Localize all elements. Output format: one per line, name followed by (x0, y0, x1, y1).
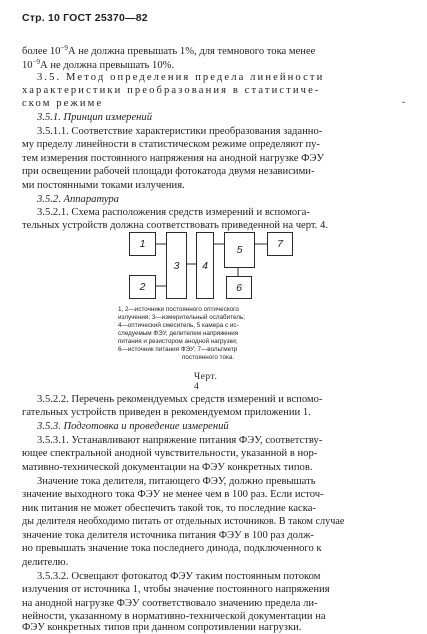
superscript: −9 (60, 44, 68, 52)
paragraph-line: ник питания не может обеспечить такой ток, то последние каска- (22, 503, 316, 514)
diagram-caption-line: питания и резистором анодной нагрузки; (118, 338, 238, 345)
block-mixer-4: 4 (196, 232, 214, 299)
paragraph-line: 3.5.3.2. Освещают фотокатод ФЭУ таким постоянным потоком (37, 571, 321, 582)
block-attenuator-3: 3 (166, 232, 187, 299)
paragraph-line: тельных устройств должна соответствовать приведенной на черт. 4. (22, 220, 328, 231)
diagram-caption-line: постоянного тока. (182, 354, 235, 361)
paragraph-line: 3.5.2.1. Схема расположения средств измерений и вспомога- (37, 207, 310, 218)
section-heading: 3.5. Метод определения предела линейности (37, 72, 325, 83)
section-heading: ском режиме (22, 98, 104, 109)
subsection-heading: 3.5.3. Подготовка и проведение измерений (37, 421, 229, 432)
diagram-caption-line: 6—источник питания ФЭУ; 7—вольтметр (118, 346, 238, 353)
paragraph-line: при освещении рабочей площади фотокатода двумя независими- (22, 166, 315, 177)
text-run: 10 (22, 60, 33, 71)
paragraph-line: 3.5.1.1. Соответствие характеристики преобразования заданно- (37, 126, 323, 137)
paragraph-line: нейности, указанному в нормативно-технической документации на (22, 611, 326, 622)
paragraph-line: делителю. (22, 557, 69, 568)
block-chamber-5: 5 (224, 232, 255, 268)
paragraph-line: значение выходного тока ФЭУ не менее чем в 100 раз. Если источ- (22, 489, 324, 500)
paragraph-line: мативно-технической документации на ФЭУ конкретных типов. (22, 462, 313, 473)
diagram-caption-line: 4—оптический смеситель, 5 камера с ис- (118, 322, 239, 329)
paragraph-line: 3.5.3.1. Устанавливают напряжение питания ФЭУ, соответству- (37, 435, 323, 446)
diagram-caption-line: 1, 2—источники постоянного оптического (118, 306, 239, 313)
paragraph-line: но превышать значение тока последнего динода, подключенного к (22, 543, 322, 554)
paragraph-line: значение тока делителя источника питания ФЭУ в 100 раз долж- (22, 530, 314, 541)
paragraph-line: на анодной нагрузке ФЭУ соответствовало значению предела ли- (22, 598, 318, 609)
paragraph-line: ми постоянными токами излучения. (22, 180, 185, 191)
block-voltmeter-7: 7 (267, 232, 293, 256)
paragraph-line: ющее спектральной анодной чувствительности, указанной в нор- (22, 448, 318, 459)
paragraph-line: ды делителя необходимо питать от отдельных источников. В таком случае (22, 516, 345, 527)
paragraph-line: Значение тока делителя, питающего ФЭУ, должно превышать (37, 476, 316, 487)
superscript: −9 (32, 58, 41, 66)
paragraph-line: тем измерения постоянного напряжения на анодной нагрузке ФЭУ (22, 153, 325, 164)
diagram-caption-line: следуемым ФЭУ, делителем напряжения (118, 330, 239, 337)
text-run: более 10 (22, 46, 61, 57)
block-power-6: 6 (226, 276, 252, 299)
paragraph-line: гательных устройств приведен в рекомендуемом приложении 1. (22, 407, 311, 418)
paragraph-line: излучения от источника 1, чтобы значение постоянного напряжения (22, 584, 330, 595)
figure-label: Черт. 4 (194, 372, 218, 392)
subsection-heading: 3.5.2. Аппаратура (37, 194, 119, 205)
section-heading: характеристики преобразования в статистиче- (22, 85, 321, 96)
subsection-heading: 3.5.1. Принцип измерений (37, 112, 152, 123)
diagram-caption-line: излучения; 3—измерительный ослабитель; (118, 314, 245, 321)
page-header: Стр. 10 ГОСТ 25370—82 (22, 12, 148, 24)
text-run: А не должна превышать 10%. (40, 60, 175, 71)
paragraph-line: ФЭУ конкретных типов при данном сопротивлении нагрузки. (22, 622, 302, 633)
paragraph-line: му пределу линейности в статистическом режиме определяют пу- (22, 139, 320, 150)
paragraph-line: 3.5.2.2. Перечень рекомендуемых средств измерений и вспомо- (37, 394, 323, 405)
text-run: А не должна превышать 1%, для темнового тока менее (67, 46, 316, 57)
block-source-2: 2 (129, 275, 156, 299)
tick-mark: ˇ (402, 100, 405, 110)
block-source-1: 1 (129, 232, 156, 256)
